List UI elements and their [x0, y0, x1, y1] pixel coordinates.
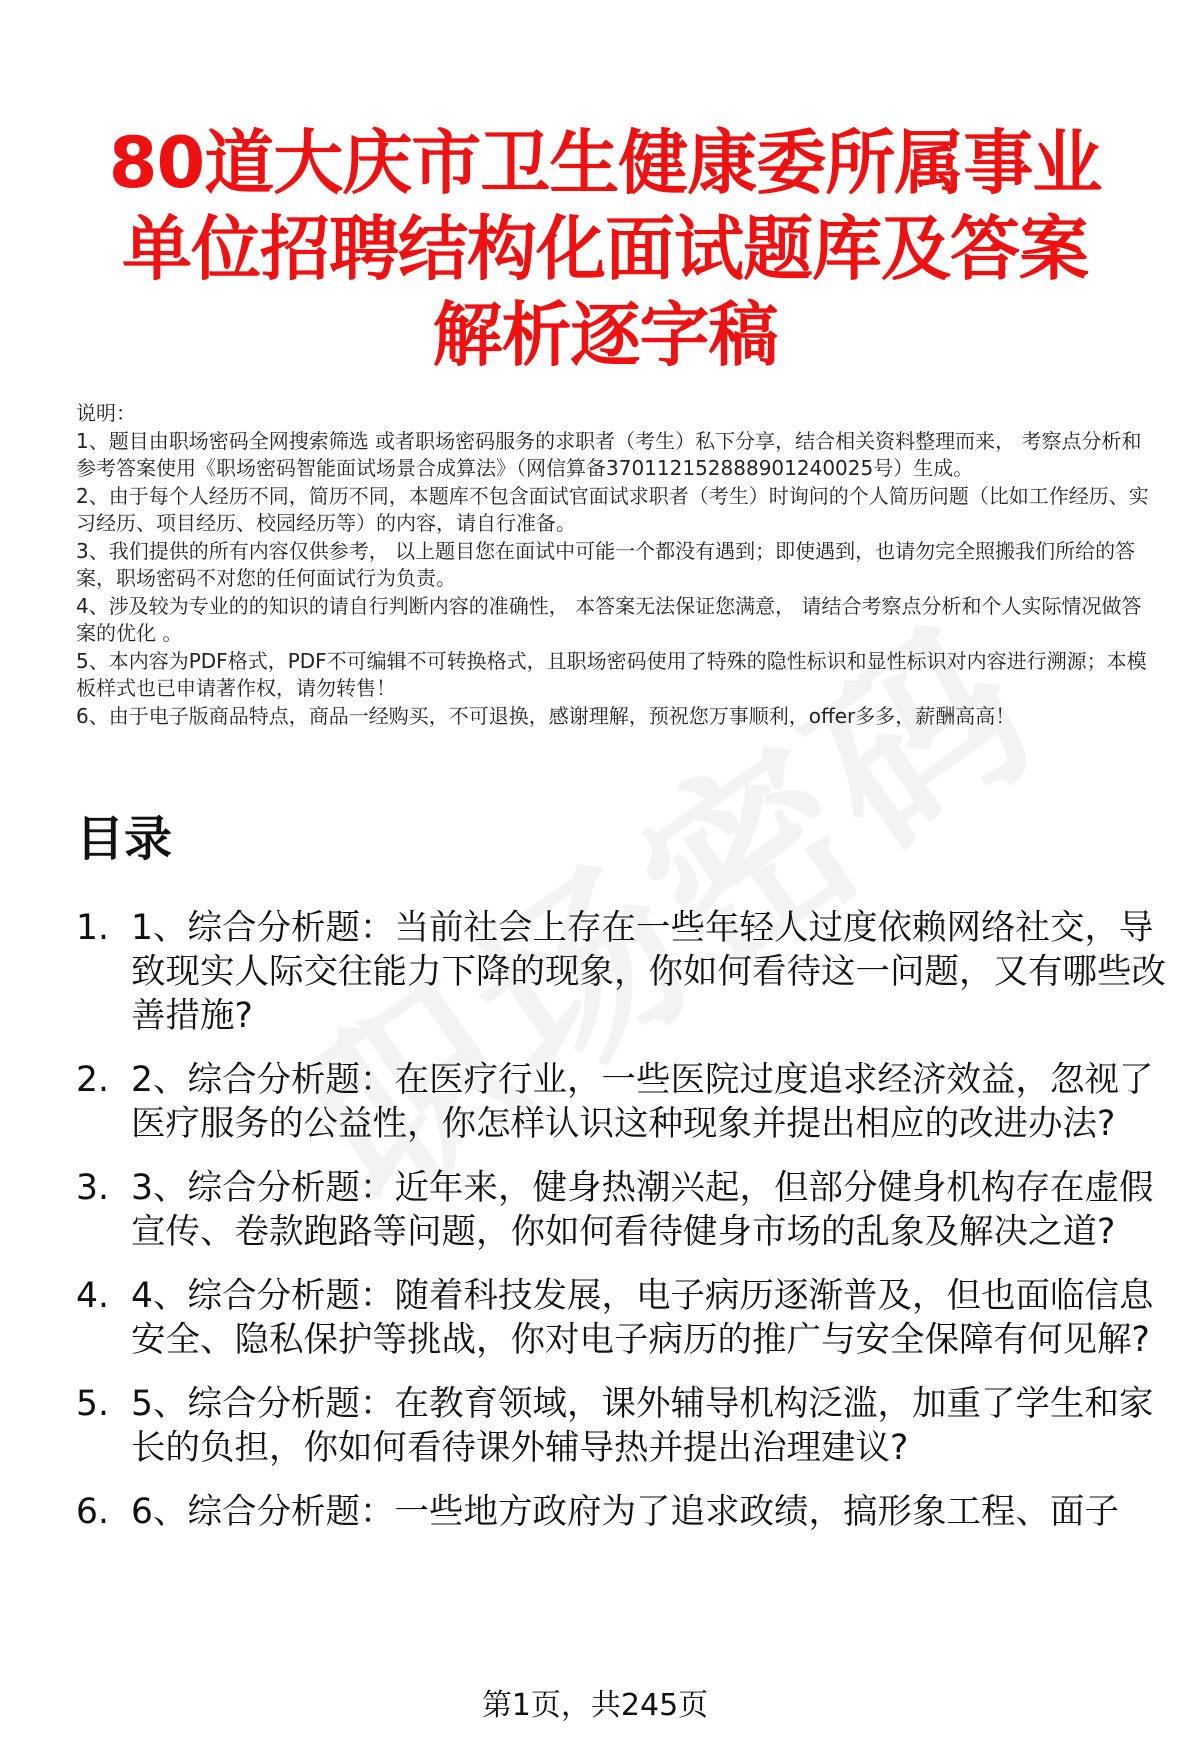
toc-heading: 目录	[76, 811, 173, 867]
notes-heading: 说明：	[76, 401, 136, 425]
toc-item[interactable]	[76, 1490, 1166, 1534]
note-item: 2、由于每个人经历不同，简历不同，本题库不包含面试官面试求职者（考生）时询问的个人简历问题（比如工作经历、实习经历、项目经历、校园经历等）的内容，请自行准备。	[76, 483, 1149, 535]
toc-item-number: 5.	[76, 1384, 109, 1424]
toc-item[interactable]	[76, 1166, 1166, 1254]
notes-section	[76, 400, 1156, 730]
toc-item-number: 2.	[76, 1060, 109, 1100]
toc-item[interactable]	[76, 1274, 1166, 1362]
toc-item-number: 1.	[76, 908, 109, 948]
note-item: 1、题目由职场密码全网搜索筛选 或者职场密码服务的求职者（考生）私下分享，结合相关资料整理而来， 考察点分析和参考答案使用《职场密码智能面试场景合成算法》（网信算备370112152888901240025号）生成。	[76, 428, 1142, 480]
note-item: 4、涉及较为专业的的知识的请自行判断内容的准确性， 本答案无法保证您满意， 请结合考察点分析和个人实际情况做答案的优化 。	[76, 593, 1142, 645]
toc-item-link[interactable]: 6、综合分析题：一些地方政府为了追求政绩，搞形象工程、面子	[131, 1492, 1119, 1532]
toc-item-number: 4.	[76, 1276, 109, 1316]
note-item: 5、本内容为PDF格式，PDF不可编辑不可转换格式，且职场密码使用了特殊的隐性标识和显性标识对内容进行溯源；本模板样式也已申请著作权，请勿转售！	[76, 648, 1147, 700]
toc-list	[76, 906, 1166, 1554]
toc-item[interactable]	[76, 1058, 1166, 1146]
note-item: 3、我们提供的所有内容仅供参考， 以上题目您在面试中可能一个都没有遇到；即使遇到，也请勿完全照搬我们所给的答案，职场密码不对您的任何面试行为负责。	[76, 538, 1136, 590]
toc-item-number: 3.	[76, 1168, 109, 1208]
toc-item-link[interactable]: 2、综合分析题：在医疗行业，一些医院过度追求经济效益，忽视了医疗服务的公益性，你怎样认识这种现象并提出相应的改进办法?	[131, 1060, 1154, 1144]
toc-item-link[interactable]: 5、综合分析题：在教育领域，课外辅导机构泛滥，加重了学生和家长的负担，你如何看待课外辅导热并提出治理建议?	[131, 1384, 1154, 1468]
note-item: 6、由于电子版商品特点，商品一经购买，不可退换，感谢理解，预祝您万事顺利，offer多多，薪酬高高！	[76, 703, 1016, 728]
toc-item-link[interactable]: 4、综合分析题：随着科技发展，电子病历逐渐普及，但也面临信息安全、隐私保护等挑战，你对电子病历的推广与安全保障有何见解?	[131, 1276, 1154, 1360]
page-footer: 第1页，共245页	[481, 1688, 709, 1723]
toc-item-link[interactable]: 3、综合分析题：近年来，健身热潮兴起，但部分健身机构存在虚假宣传、卷款跑路等问题，你如何看待健身市场的乱象及解决之道?	[131, 1168, 1154, 1252]
document-title: 80道大庆市卫生健康委所属事业单位招聘结构化面试题库及答案解析逐字稿	[108, 122, 1102, 376]
toc-item-link[interactable]: 1、综合分析题：当前社会上存在一些年轻人过度依赖网络社交，导致现实人际交往能力下降的现象，你如何看待这一问题，又有哪些改善措施?	[131, 908, 1166, 1036]
toc-item-number: 6.	[76, 1492, 109, 1532]
toc-item[interactable]	[76, 906, 1166, 1038]
toc-item[interactable]	[76, 1382, 1166, 1470]
